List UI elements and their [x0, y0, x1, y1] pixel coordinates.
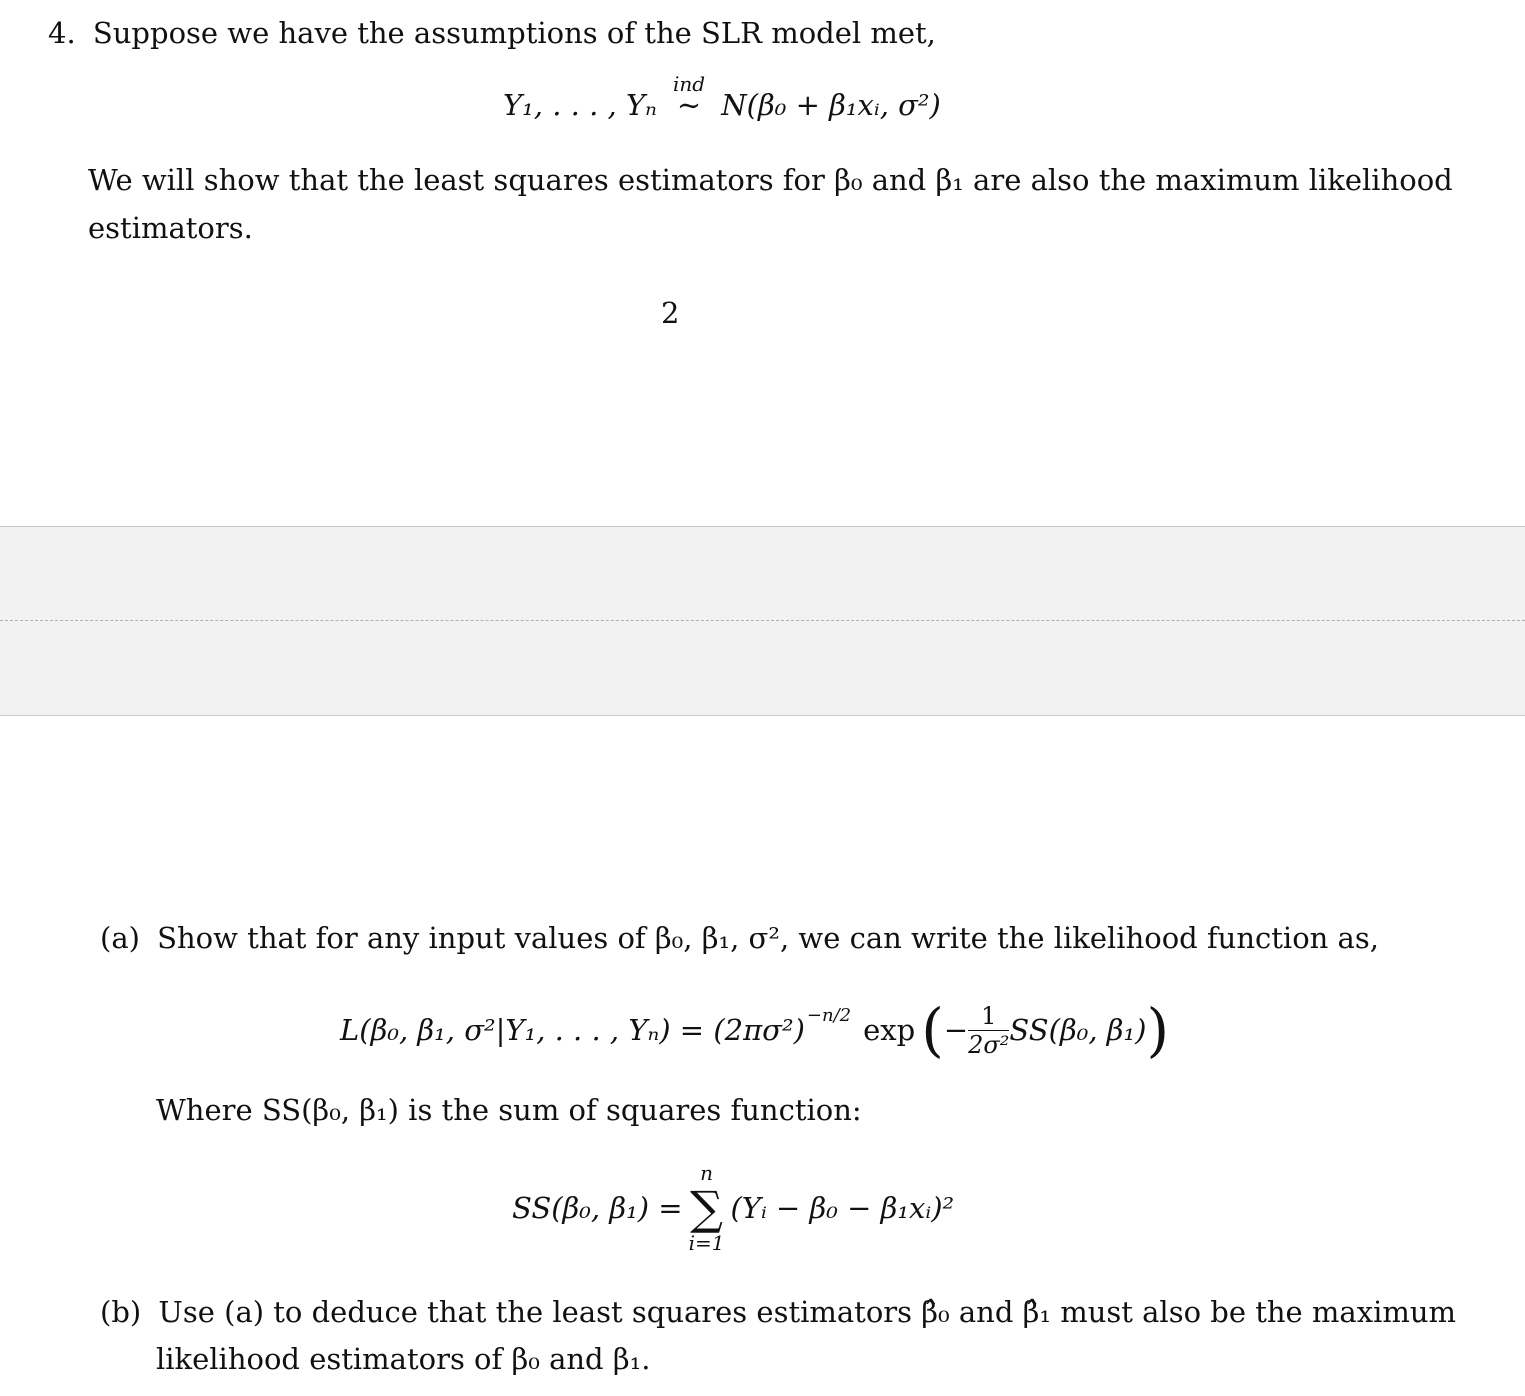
where-text: Where SS(β₀, β₁) is the sum of squares function:: [156, 1093, 862, 1127]
statement-line-1: We will show that the least squares estimators for β₀ and β₁ are also the maximum likelihood: [88, 163, 1453, 197]
problem-number: [48, 16, 936, 51]
summation: [689, 1161, 725, 1255]
part-b-line-2: likelihood estimators of β₀ and β₁.: [156, 1342, 651, 1376]
model-lhs: Y₁, . . . , Yₙ: [503, 88, 657, 122]
sum-upper-limit: n: [700, 1161, 713, 1185]
ss-lhs: SS(β₀, β₁) =: [512, 1191, 683, 1225]
ss-rhs: (Yᵢ − β₀ − β₁xᵢ)²: [730, 1191, 955, 1225]
fraction-numerator: 1: [968, 1002, 1009, 1031]
part-b-label: (b): [100, 1295, 142, 1329]
sum-lower-limit: i=1: [688, 1231, 725, 1255]
page-break-bottom: [0, 621, 1525, 716]
likelihood-fraction: [968, 1002, 1009, 1059]
ss-equation: [512, 1158, 954, 1258]
model-rel-sign: ∼: [676, 88, 702, 122]
left-big-paren: (: [921, 996, 944, 1064]
part-b: [100, 1295, 1456, 1330]
right-big-paren: ): [1146, 996, 1170, 1064]
model-rhs: N(β₀ + β₁xᵢ, σ²): [721, 88, 941, 122]
page-break-top: [0, 526, 1525, 621]
part-a-text: Show that for any input values of β₀, β₁, σ², we can write the likelihood function as,: [157, 921, 1379, 955]
model-relation: [666, 72, 712, 122]
likelihood-lhs: L(β₀, β₁, σ²|Y₁, . . . , Yₙ) = (2πσ²): [340, 1013, 805, 1047]
problem-number-label: 4.: [48, 16, 76, 50]
model-rel-top: ind: [673, 72, 706, 96]
part-a-label: (a): [100, 921, 140, 955]
part-a: [100, 921, 1379, 956]
problem-intro: Suppose we have the assumptions of the SLR model met,: [92, 16, 936, 50]
likelihood-exp-word: exp: [863, 1013, 916, 1047]
fraction-denominator: 2σ²: [968, 1030, 1010, 1059]
page-number: 2: [661, 296, 680, 330]
likelihood-tail: SS(β₀, β₁): [1009, 1013, 1147, 1047]
sigma-icon: ∑: [690, 1181, 723, 1235]
model-equation: [503, 72, 941, 122]
likelihood-minus: −: [943, 1013, 969, 1047]
likelihood-equation: L(β₀, β₁, σ²|Y₁, . . . , Yₙ) = (2πσ²) $^{-n/2}$ exp ( − $\frac{1}{\text{2σ²}}$ SS(β₀, β₁) ): [340, 996, 1170, 1064]
part-b-line-1: Use (a) to deduce that the least squares estimators β̂₀ and β̂₁ must also be the maximum: [158, 1295, 1457, 1329]
statement-line-2: estimators.: [88, 211, 253, 245]
page-break-divider: [0, 620, 1525, 621]
